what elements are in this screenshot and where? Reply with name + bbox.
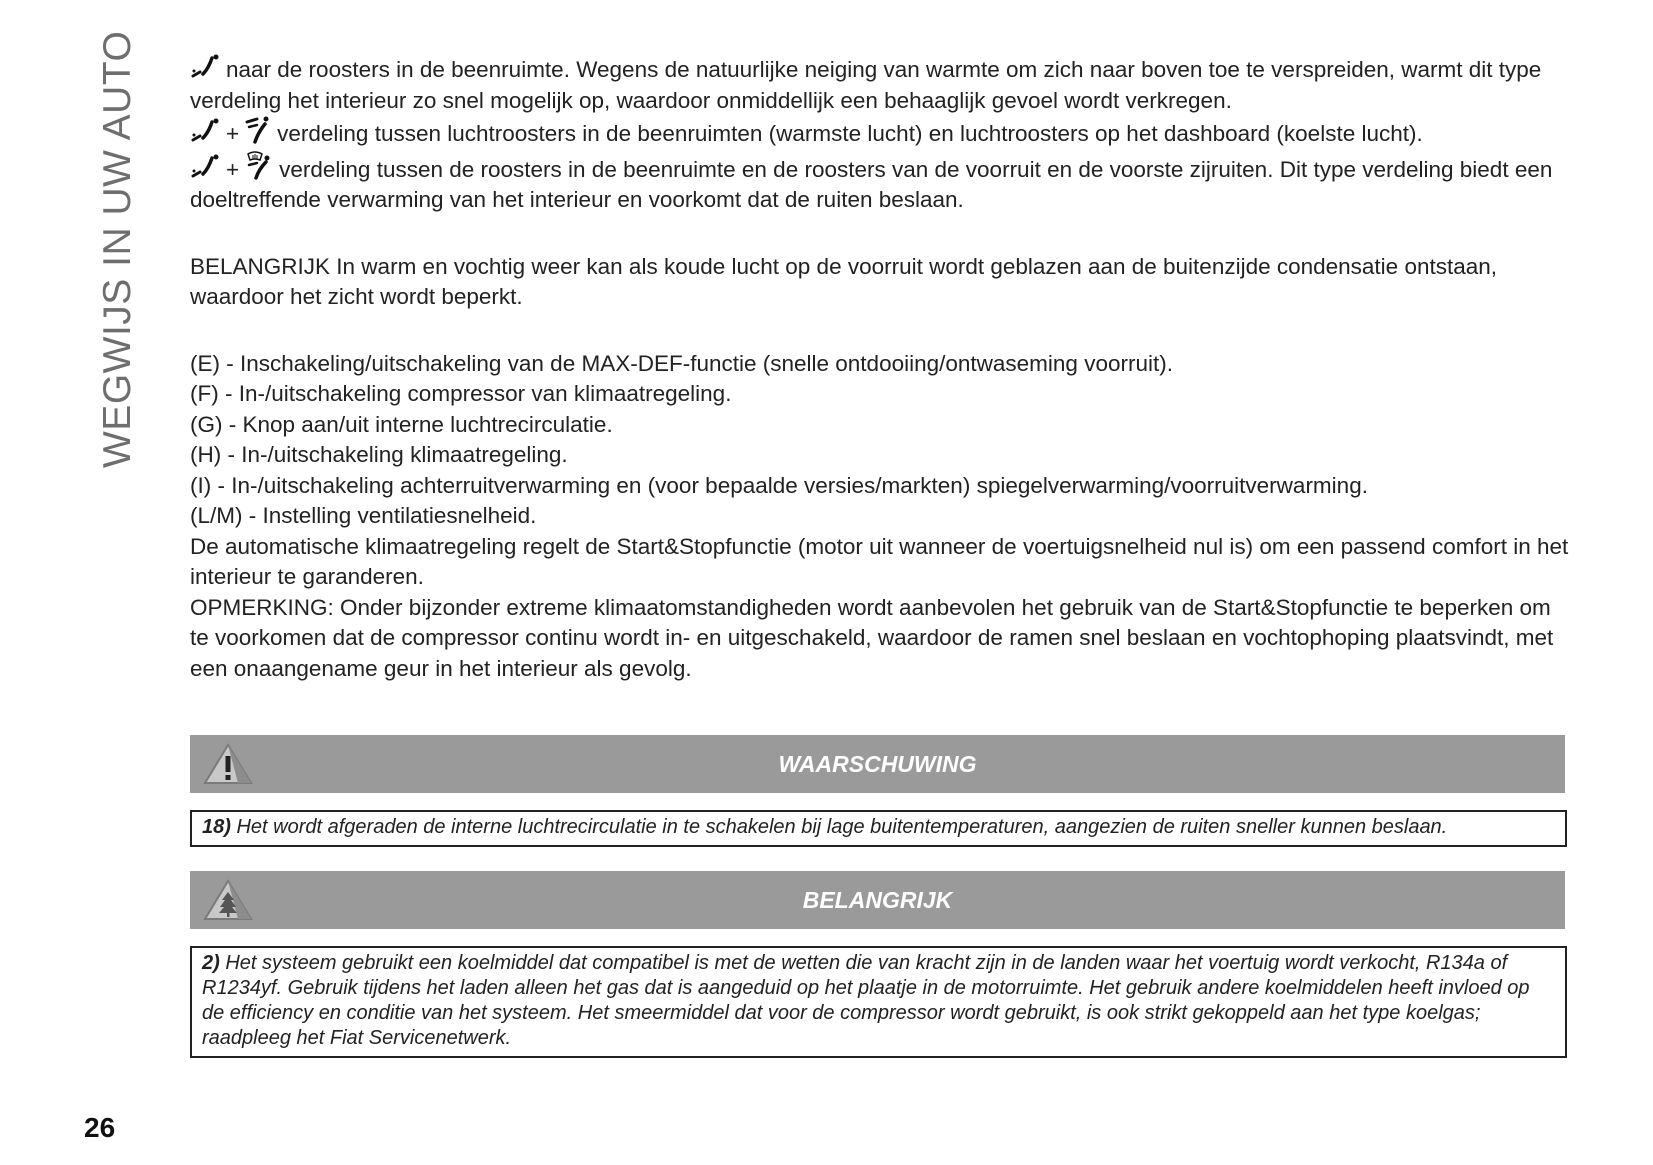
- important-title: BELANGRIJK: [802, 887, 953, 913]
- plus-sign: +: [226, 156, 240, 182]
- paragraph-start-stop: De automatische klimaatregeling regelt de Start&Stopfunctie (motor uit wanneer de voertuigsnelheid nul is) om een passend comfort in het interieur te garanderen.: [190, 533, 1569, 589]
- paragraph-remark: OPMERKING: Onder bijzonder extreme klimaatomstandigheden wordt aanbevolen het gebruik van de Start&Stopfunctie te beperken om te voorkomen dat de compressor continu wordt in- en uitgeschakeld, waardoor de ramen snel beslaan en vochtophoping plaatsvindt, met een onaangename geur in het interieur als gevolg.: [190, 594, 1554, 681]
- list-item-h: (H) - In-/uitschakeling klimaatregeling.: [190, 442, 568, 467]
- feet-vent-icon: [190, 154, 220, 180]
- important-number: 2): [202, 952, 220, 974]
- windshield-defrost-vent-icon: [245, 150, 273, 180]
- paragraph-feet-distribution: [190, 54, 1575, 116]
- warning-text: Het wordt afgeraden de interne luchtrecirculatie in te schakelen bij lage buitentemperaturen, aangezien de ruiten sneller kunnen beslaan.: [236, 816, 1448, 838]
- list-item-g: (G) - Knop aan/uit interne luchtrecirculatie.: [190, 411, 613, 437]
- page-number: 26: [84, 1112, 116, 1143]
- important-note: [190, 946, 1567, 1058]
- text-p1: naar de roosters in de beenruimte. Wegens de natuurlijke neiging van warmte om zich naar boven toe te verspreiden, warmt dit type verdeling het interieur zo snel mogelijk op, waardoor onmiddellijk een behaaglijk gevoel wordt verkregen.: [190, 57, 1542, 113]
- paragraph-feet-dashboard: [190, 116, 1575, 150]
- body-text: [190, 54, 1575, 684]
- warning-header-bar: [190, 735, 1565, 793]
- list-item-i: (I) - In-/uitschakeling achterruitverwarming en (voor bepaalde versies/markten) spiegelverwarming/voorruitverwarming.: [190, 472, 1368, 498]
- list-item-lm: (L/M) - Instelling ventilatiesnelheid.: [190, 503, 537, 528]
- dashboard-vent-icon: [245, 116, 271, 144]
- warning-number: 18): [202, 816, 231, 838]
- important-text: Het systeem gebruikt een koelmiddel dat compatibel is met de wetten die van kracht zijn in de landen waar het voertuig wordt verkocht, R134a of R1234yf. Gebruik tijdens het laden alleen het gas dat is aangeduid op het plaatje in de motorruimte. Het gebruik andere koelmiddelen heeft invloed op de efficiency en conditie van het systeem. Het smeermiddel dat voor de compressor wordt gebruikt, is ook strikt gekoppeld aan het type koelgas; raadpleeg het Fiat Servicenetwerk.: [202, 952, 1530, 1049]
- feet-vent-icon: [190, 54, 220, 80]
- list-item-f: (F) - In-/uitschakeling compressor van klimaatregeling.: [190, 381, 732, 406]
- text-p2: verdeling tussen luchtroosters in de beenruimten (warmste lucht) en luchtroosters op het dashboard (koelste lucht).: [277, 121, 1423, 146]
- list-item-e: (E) - Inschakeling/uitschakeling van de MAX-DEF-functie (snelle ontdooiing/ontwaseming voorruit).: [190, 350, 1173, 376]
- important-header-bar: [190, 871, 1565, 929]
- text-p3: verdeling tussen de roosters in de beenruimte en de roosters van de voorruit en de voorste zijruiten. Dit type verdeling biedt een doeltreffende verwarming van het interieur en voorkomt dat de ruiten beslaan.: [190, 156, 1553, 212]
- plus-sign: +: [226, 121, 240, 146]
- paragraph-feet-windshield: [190, 150, 1575, 216]
- side-section-title: WEGWIJS IN UW AUTO: [96, 30, 139, 468]
- warning-note: [190, 810, 1567, 847]
- paragraph-important-condensation: BELANGRIJK In warm en vochtig weer kan als koude lucht op de voorruit wordt geblazen aan de buitenzijde condensatie ontstaan, waardoor het zicht wordt beperkt.: [190, 253, 1498, 309]
- warning-title: WAARSCHUWING: [778, 751, 977, 777]
- feet-vent-icon: [190, 118, 220, 144]
